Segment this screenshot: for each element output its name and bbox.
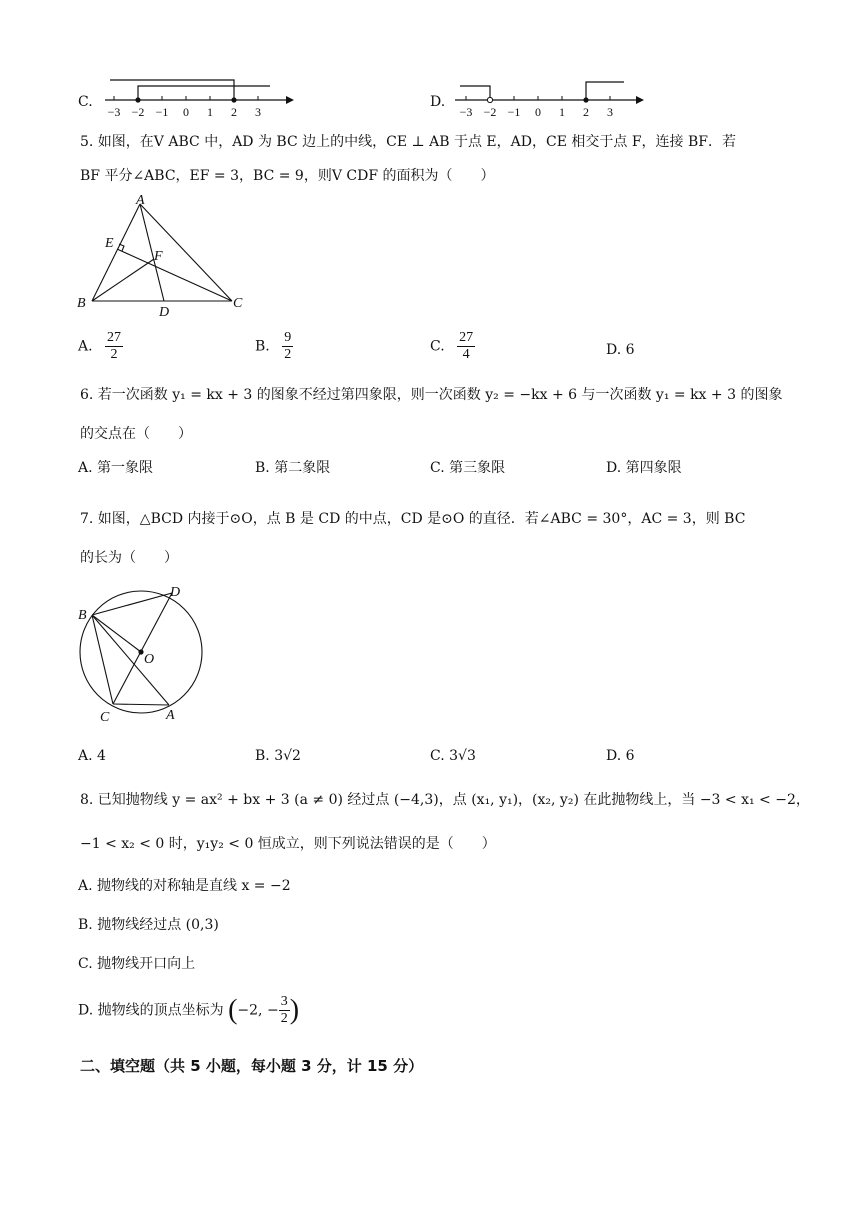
q7-stem-line1: 7. 如图，△BCD 内接于⊙O，点 B 是 CD 的中点，CD 是⊙O 的直径．若∠ABC = 30°，AC = 3，则 BC [80, 511, 746, 527]
label-d: D [170, 585, 181, 600]
label-c: C [100, 710, 110, 725]
tick-label: 0 [535, 105, 541, 119]
tick-label: 1 [559, 105, 565, 119]
q6-option-c[interactable]: C. 第三象限 [430, 460, 506, 476]
label-a: A [136, 193, 145, 208]
q7-stem-line2: 的长为（ ） [80, 550, 178, 566]
tick-label: 3 [607, 105, 613, 119]
tick-label: −2 [483, 105, 497, 119]
label-b: B [78, 608, 87, 623]
label-b: B [77, 296, 86, 311]
q8-option-b[interactable]: B. 抛物线经过点 (0,3) [78, 917, 219, 933]
tick-label: 2 [583, 105, 589, 119]
tick-label: −3 [459, 105, 473, 119]
q4-option-d-label: D. [430, 94, 446, 110]
tick-label: 3 [255, 105, 261, 119]
section-heading: 二、填空题（共 5 小题，每小题 3 分，计 15 分） [80, 1057, 424, 1075]
q7-option-c[interactable]: C. 3√3 [430, 748, 476, 764]
label-o: O [144, 652, 155, 667]
q5-option-c[interactable]: C. $\frac{27}{4}$ [430, 330, 474, 362]
q8-option-c[interactable]: C. 抛物线开口向上 [78, 956, 196, 972]
tick-label: 1 [207, 105, 213, 119]
q6-option-a[interactable]: A. 第一象限 [78, 460, 154, 476]
q4-option-c-numberline [100, 74, 295, 122]
q6-stem-line1: 6. 若一次函数 y₁ = kx + 3 的图象不经过第四象限，则一次函数 y₂ = −kx + 6 与一次函数 y₁ = kx + 3 的图象 [80, 387, 783, 403]
q4-option-d-numberline [450, 74, 645, 122]
tick-label: −1 [155, 105, 169, 119]
label-e: E [105, 236, 114, 251]
q5-option-b[interactable]: B. $\frac{9}{2}$ [255, 330, 292, 362]
tick-label: 0 [183, 105, 189, 119]
q8-stem-line1: 8. 已知抛物线 y = ax² + bx + 3 (a ≠ 0) 经过点 (−4,3)，点 (x₁, y₁)，(x₂, y₂) 在此抛物线上，当 −3 < x₁ < −2， [80, 792, 810, 808]
label-c: C [233, 296, 243, 311]
q7-option-b[interactable]: B. 3√2 [255, 748, 301, 764]
label-f: F [154, 249, 163, 264]
q7-option-d[interactable]: D. 6 [606, 748, 635, 764]
q5-stem-line2: BF 平分∠ABC，EF = 3，BC = 9，则V CDF 的面积为（ ） [80, 168, 495, 184]
label-a: A [166, 708, 175, 723]
q5-triangle-figure [74, 192, 254, 320]
q5-option-d[interactable]: D. 6 [606, 342, 635, 358]
q5-option-a[interactable]: A. $\frac{27}{2}$ [78, 330, 122, 362]
label-d: D [159, 305, 170, 320]
q6-option-d[interactable]: D. 第四象限 [606, 460, 682, 476]
q8-stem-line2: −1 < x₂ < 0 时，y₁y₂ < 0 恒成立，则下列说法错误的是（ ） [80, 836, 496, 852]
tick-label: −3 [107, 105, 121, 119]
q6-option-b[interactable]: B. 第二象限 [255, 460, 331, 476]
tick-label: −1 [507, 105, 521, 119]
q8-option-d[interactable]: D. 抛物线的顶点坐标为 (−2, − $\frac{3}{2}$ ) [78, 994, 300, 1026]
q8-option-a[interactable]: A. 抛物线的对称轴是直线 x = −2 [78, 878, 291, 894]
q7-circle-figure [70, 578, 220, 726]
q6-stem-line2: 的交点在（ ） [80, 426, 192, 442]
q5-stem-line1: 5. 如图，在V ABC 中，AD 为 BC 边上的中线，CE ⊥ AB 于点 E，AD，CE 相交于点 F，连接 BF．若 [80, 134, 736, 150]
q7-option-a[interactable]: A. 4 [78, 748, 106, 764]
tick-label: 2 [231, 105, 237, 119]
q4-option-c-label: C. [78, 94, 93, 110]
tick-label: −2 [131, 105, 145, 119]
